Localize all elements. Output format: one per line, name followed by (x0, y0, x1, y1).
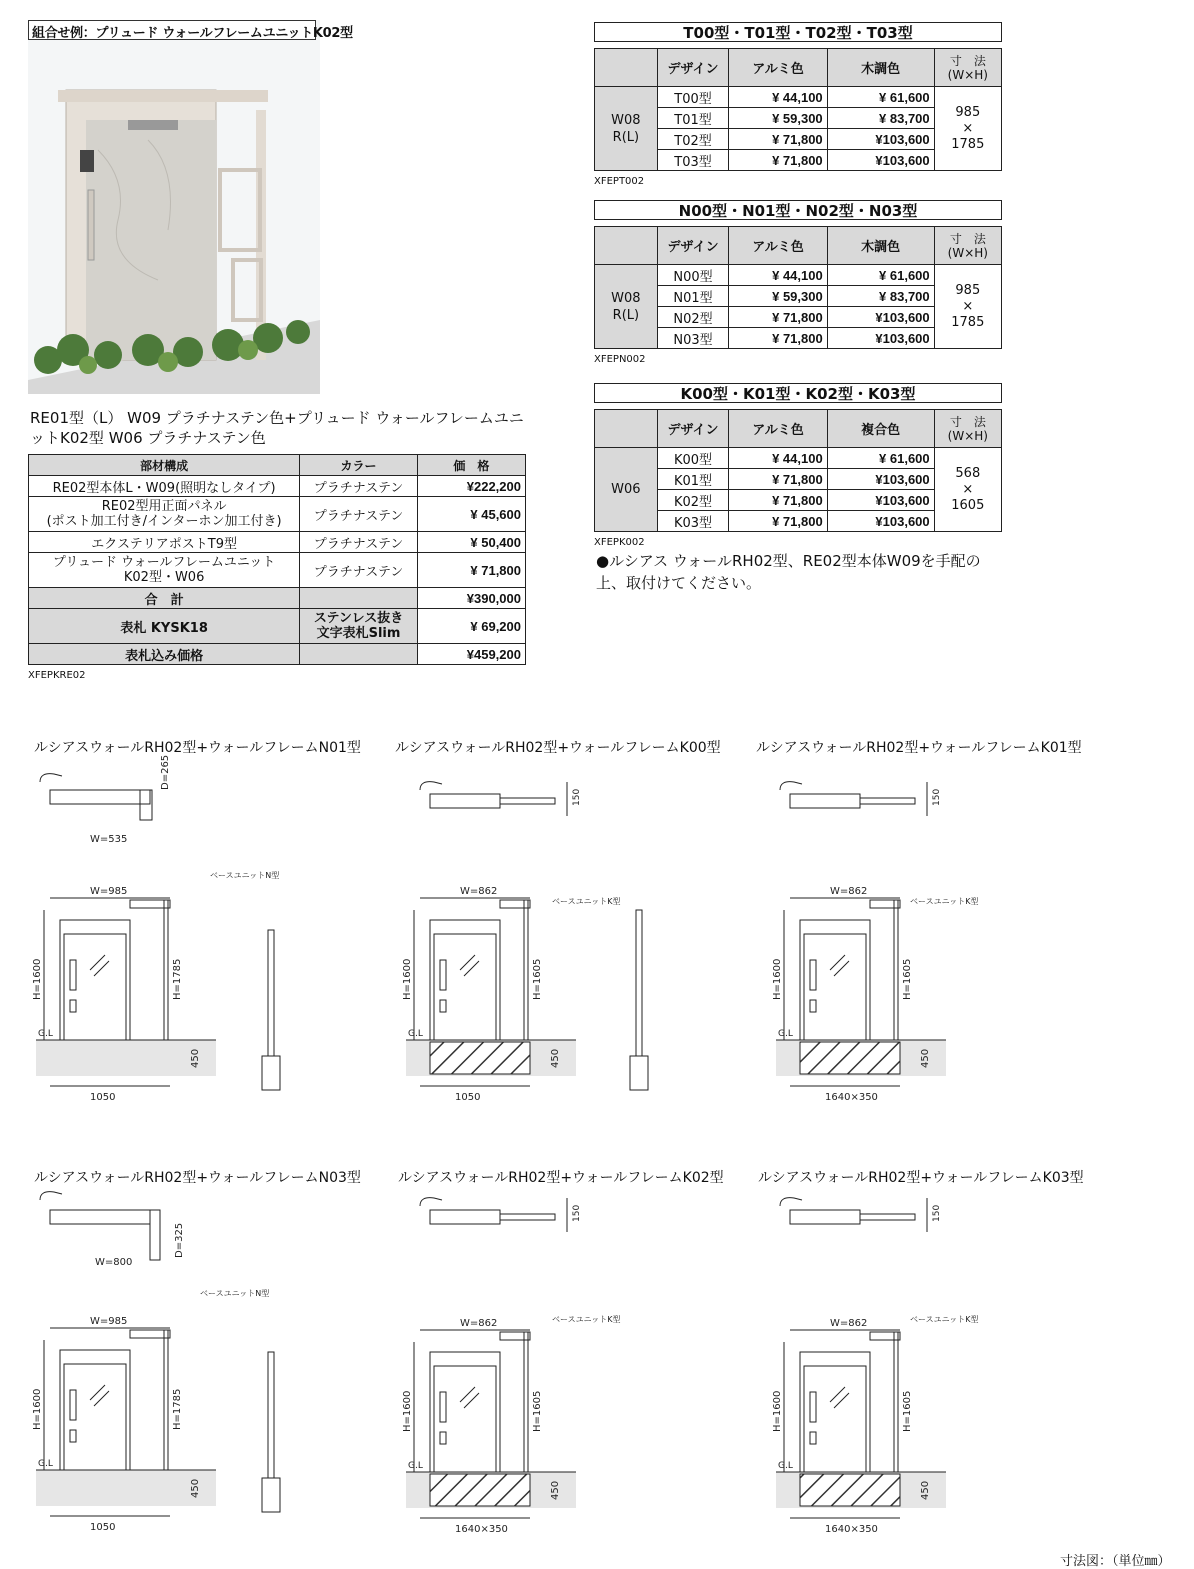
drawing-title: ルシアスウォールRH02型+ウォールフレームK03型 (758, 1170, 1084, 1186)
wood-price: ¥ 83,700 (827, 108, 934, 129)
wood-price: ¥ 61,600 (827, 448, 934, 469)
dimension-label: 150 (932, 1204, 942, 1222)
part-price: ¥ 71,800 (417, 553, 525, 588)
dimension-label: 450 (550, 1048, 561, 1068)
alumi-price: ¥ 71,800 (729, 150, 827, 171)
header-price: 価 格 (417, 455, 525, 476)
dimension-label: H=1785 (172, 958, 183, 1000)
wood-price: ¥ 61,600 (827, 265, 934, 286)
dimension-label: H=1785 (172, 1388, 183, 1430)
size-x: × (962, 481, 974, 497)
design-cell: W06 (595, 448, 658, 532)
dimension-label: G.L (408, 1029, 423, 1039)
dimension-label: W=862 (460, 886, 498, 897)
size-w: 568 (955, 465, 981, 481)
drawing-title: ルシアスウォールRH02型+ウォールフレームK02型 (398, 1170, 724, 1186)
plan-curve (40, 1192, 62, 1200)
alumi-price: ¥ 71,800 (729, 129, 827, 150)
dimension-label: ベースユニットN型 (210, 871, 280, 880)
nameplate-price: ¥ 69,200 (417, 609, 525, 644)
plan-wall (790, 1210, 860, 1224)
type-cell: K00型 (657, 448, 729, 469)
size-x: × (962, 298, 974, 314)
alumi-price: ¥ 71,800 (729, 307, 827, 328)
col-size: 寸 法 (W×H) (934, 410, 1001, 448)
wood-price: ¥103,600 (827, 328, 934, 349)
type-cell: T00型 (657, 87, 729, 108)
type-cell: N01型 (657, 286, 729, 307)
part-name: プリュード ウォールフレームユニット K02型・W06 (29, 553, 300, 588)
alumi-price: ¥ 44,100 (729, 87, 827, 108)
side-post (268, 930, 274, 1056)
dimension-label: W=985 (90, 886, 128, 897)
alumi-price: ¥ 71,800 (729, 490, 827, 511)
type-cell: N02型 (657, 307, 729, 328)
side-base (630, 1056, 648, 1090)
size-w: 985 (955, 282, 981, 298)
col-size: 寸 法 (W×H) (934, 227, 1001, 265)
wood-price: ¥103,600 (827, 511, 934, 532)
dimension-label: ベースユニットK型 (910, 1315, 979, 1324)
col-design: デザイン (657, 49, 729, 87)
price-table-title: N00型・N01型・N02型・N03型 (594, 200, 1002, 220)
col-wood: 木調色 (827, 49, 934, 87)
dimension-label: H=1600 (32, 958, 43, 1000)
parts-code: XFEPKRE02 (28, 670, 86, 681)
dimension-label: H=1600 (32, 1388, 43, 1430)
alumi-price: ¥ 59,300 (729, 286, 827, 307)
type-cell: T02型 (657, 129, 729, 150)
dimension-label: W=862 (460, 1318, 498, 1329)
plan-frame (500, 1214, 555, 1220)
part-color: プラチナステン (300, 497, 418, 532)
dimension-label: 1640×350 (825, 1092, 878, 1103)
part-price: ¥ 50,400 (417, 532, 525, 553)
dimension-label: H=1605 (902, 958, 913, 1000)
frame-top (870, 1332, 900, 1340)
drawing-title: ルシアスウォールRH02型+ウォールフレームN03型 (34, 1170, 361, 1186)
dimension-label: G.L (38, 1459, 53, 1469)
col-design: デザイン (657, 227, 729, 265)
wood-price: ¥103,600 (827, 150, 934, 171)
price-table-title: K00型・K01型・K02型・K03型 (594, 383, 1002, 403)
dimension-label: 150 (932, 788, 942, 806)
dimension-label: G.L (778, 1461, 793, 1471)
part-name: エクステリアポストT9型 (29, 532, 300, 553)
drawing-title: ルシアスウォールRH02型+ウォールフレームK01型 (756, 740, 1082, 756)
dimension-label: D=325 (174, 1222, 185, 1258)
dimension-label: ベースユニットK型 (910, 897, 979, 906)
size-w: 985 (955, 104, 981, 120)
dimension-label: H=1605 (902, 1390, 913, 1432)
dimension-label: H=1600 (772, 958, 783, 1000)
alumi-price: ¥ 44,100 (729, 265, 827, 286)
col-alumi: アルミ色 (729, 49, 827, 87)
type-cell: K02型 (657, 490, 729, 511)
plan-curve (40, 774, 62, 782)
nameplate-color: ステンレス抜き 文字表札Slim (300, 609, 418, 644)
price-table-code: XFEPK002 (594, 537, 645, 548)
dimension-label: H=1605 (532, 958, 543, 1000)
total-price: ¥390,000 (417, 588, 525, 609)
plan-wall (50, 1210, 150, 1224)
plan-frame (500, 798, 555, 804)
total-label: 合 計 (29, 588, 300, 609)
plan-curve (780, 782, 802, 790)
frame-top (500, 900, 530, 908)
dimension-label: ベースユニットN型 (200, 1289, 270, 1298)
part-color: プラチナステン (300, 476, 418, 497)
dimension-label: D=265 (160, 754, 171, 790)
dimension-label: W=800 (95, 1257, 133, 1268)
price-table-code: XFEPT002 (594, 176, 645, 187)
dimension-label: 450 (190, 1048, 201, 1068)
photo-caption: 組合せ例：プリュード ウォールフレームユニットK02型 (32, 26, 353, 41)
dimension-label: 450 (550, 1480, 561, 1500)
part-color: プラチナステン (300, 553, 418, 588)
plan-wall (790, 794, 860, 808)
size-h: 1605 (951, 497, 985, 513)
ground-area (36, 1470, 216, 1506)
foundation-hatch (430, 1474, 530, 1506)
plan-frame (860, 798, 915, 804)
alumi-price: ¥ 71,800 (729, 469, 827, 490)
type-cell: N00型 (657, 265, 729, 286)
part-color: プラチナステン (300, 532, 418, 553)
wood-price: ¥103,600 (827, 490, 934, 511)
part-price: ¥ 45,600 (417, 497, 525, 532)
plan-wall (50, 790, 150, 804)
col-size: 寸 法 (W×H) (934, 49, 1001, 87)
size-x: × (962, 120, 974, 136)
plan-curve (420, 782, 442, 790)
alumi-price: ¥ 44,100 (729, 448, 827, 469)
dimension-label: W=535 (90, 834, 128, 845)
side-base (262, 1478, 280, 1512)
size-h: 1785 (951, 314, 985, 330)
header-color: カラー (300, 455, 418, 476)
type-cell: K03型 (657, 511, 729, 532)
wood-price: ¥103,600 (827, 129, 934, 150)
type-cell: T03型 (657, 150, 729, 171)
foundation-hatch (430, 1042, 530, 1074)
dimension-label: 450 (920, 1480, 931, 1500)
wood-price: ¥103,600 (827, 307, 934, 328)
wood-price: ¥103,600 (827, 469, 934, 490)
design-cell: W08 R(L) (595, 265, 658, 349)
frame-top (870, 900, 900, 908)
dimension-label: G.L (408, 1461, 423, 1471)
dimension-label: 150 (572, 1204, 582, 1222)
plan-curve (780, 1198, 802, 1206)
ground-area (36, 1040, 216, 1076)
dimension-label: G.L (778, 1029, 793, 1039)
dimension-label: 1050 (455, 1092, 481, 1103)
col-wood: 木調色 (827, 227, 934, 265)
dimension-label: ベースユニットK型 (552, 1315, 621, 1324)
size-h: 1785 (951, 136, 985, 152)
dimension-label: 150 (572, 788, 582, 806)
side-post (636, 910, 642, 1056)
dimension-label: 450 (190, 1478, 201, 1498)
plan-wall (430, 1210, 500, 1224)
foundation-hatch (800, 1042, 900, 1074)
dimension-label: 1050 (90, 1092, 116, 1103)
part-name: RE02型本体L・W09(照明なしタイプ) (29, 476, 300, 497)
dimension-label: W=862 (830, 1318, 868, 1329)
alumi-price: ¥ 71,800 (729, 328, 827, 349)
bullet-icon: ● (596, 552, 610, 570)
grand-price: ¥459,200 (417, 644, 525, 665)
plan-post (150, 1210, 160, 1260)
install-note-text: ルシアス ウォールRH02型、RE02型本体W09を手配の上、取付けてください。 (596, 552, 981, 592)
nameplate-label: 表札 KYSK18 (29, 609, 300, 644)
dimension-label: W=985 (90, 1316, 128, 1327)
dimension-label: 1050 (90, 1522, 116, 1533)
dimension-label: 1640×350 (825, 1524, 878, 1535)
col-design: デザイン (657, 410, 729, 448)
alumi-price: ¥ 71,800 (729, 511, 827, 532)
grand-label: 表札込み価格 (29, 644, 300, 665)
foundation-hatch (800, 1474, 900, 1506)
dimension-label: H=1600 (402, 958, 413, 1000)
col-alumi: アルミ色 (729, 410, 827, 448)
plan-curve (420, 1198, 442, 1206)
dimension-label: W=862 (830, 886, 868, 897)
drawing-title: ルシアスウォールRH02型+ウォールフレームK00型 (395, 740, 721, 756)
price-table-title: T00型・T01型・T02型・T03型 (594, 22, 1002, 42)
drawing-title: ルシアスウォールRH02型+ウォールフレームN01型 (34, 740, 361, 756)
dimension-label: G.L (38, 1029, 53, 1039)
part-name: RE02型用正面パネル (ポスト加工付き/インターホン加工付き) (29, 497, 300, 532)
type-cell: N03型 (657, 328, 729, 349)
unit-note: 寸法図：（単位㎜） (1060, 1554, 1171, 1569)
main-caption: RE01型（L） W09 プラチナステン色+プリュード ウォールフレームユニットK02型 W06 プラチナステン色 (30, 409, 524, 447)
col-wood: 複合色 (827, 410, 934, 448)
dimension-label: H=1600 (402, 1390, 413, 1432)
alumi-price: ¥ 59,300 (729, 108, 827, 129)
wood-price: ¥ 61,600 (827, 87, 934, 108)
dimension-label: H=1600 (772, 1390, 783, 1432)
type-cell: T01型 (657, 108, 729, 129)
type-cell: K01型 (657, 469, 729, 490)
price-table-code: XFEPN002 (594, 354, 646, 365)
dimension-label: ベースユニットK型 (552, 897, 621, 906)
dimension-label: 450 (920, 1048, 931, 1068)
col-alumi: アルミ色 (729, 227, 827, 265)
part-price: ¥222,200 (417, 476, 525, 497)
side-post (268, 1352, 274, 1478)
dimension-label: H=1605 (532, 1390, 543, 1432)
plan-wall (430, 794, 500, 808)
header-parts: 部材構成 (29, 455, 300, 476)
frame-top (500, 1332, 530, 1340)
plan-frame (860, 1214, 915, 1220)
design-cell: W08 R(L) (595, 87, 658, 171)
wood-price: ¥ 83,700 (827, 286, 934, 307)
dimension-label: 1640×350 (455, 1524, 508, 1535)
side-base (262, 1056, 280, 1090)
